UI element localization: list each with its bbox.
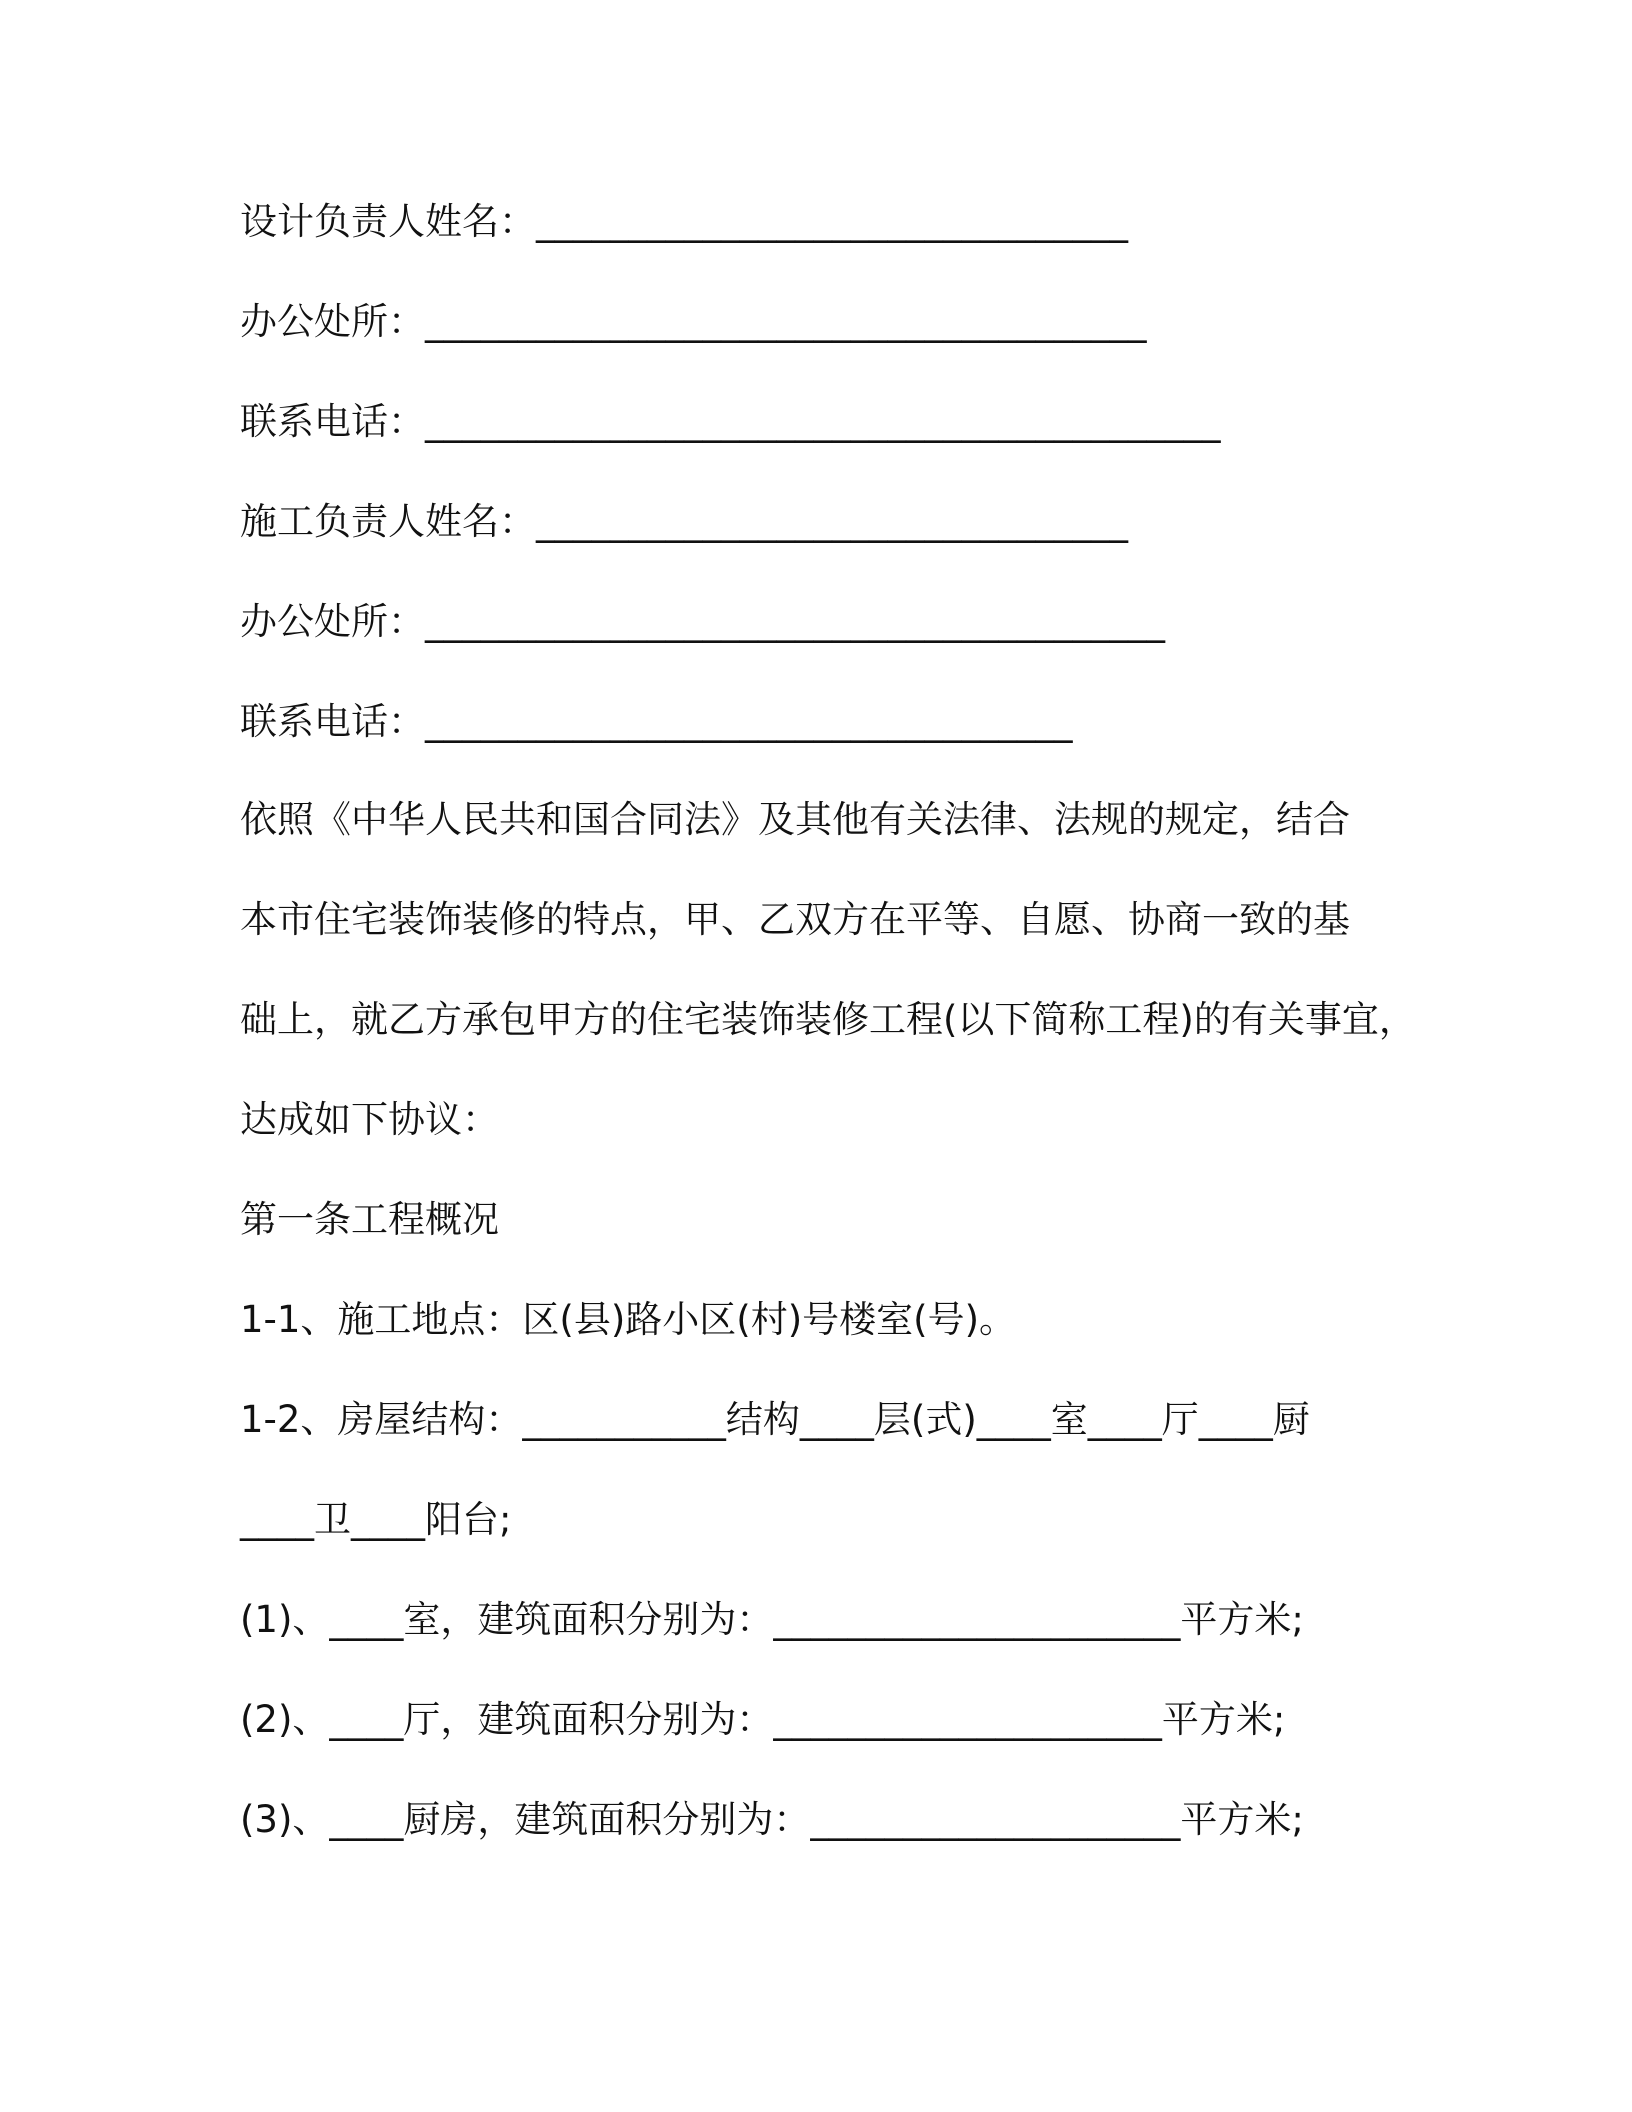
construction-office-label: 办公处所： [240,600,425,643]
design-lead-name-line [240,192,1128,252]
design-phone-label: 联系电话： [240,400,425,443]
clause-1-2-line-1: 1-2、房屋结构：___________结构____层(式)____室____厅____厨 [240,1398,1310,1441]
design-phone-blank: ___________________________________________ [425,400,1221,443]
preamble-line-2: 本市住宅装饰装修的特点，甲、乙双方在平等、自愿、协商一致的基 [240,898,1350,941]
construction-lead-name-line [240,492,1128,552]
construction-lead-name-blank: ________________________________ [536,500,1128,543]
preamble-line-3: 础上，就乙方承包甲方的住宅装饰装修工程(以下简称工程)的有关事宜， [240,998,1416,1041]
construction-phone-label: 联系电话： [240,700,425,743]
construction-lead-name-label: 施工负责人姓名： [240,500,536,543]
design-lead-name-blank: ________________________________ [536,200,1128,243]
design-office-line [240,292,1147,352]
preamble-line-1: 依照《中华人民共和国合同法》及其他有关法律、法规的规定，结合 [240,798,1350,841]
construction-office-line [240,592,1165,652]
design-office-label: 办公处所： [240,300,425,343]
article-1-heading: 第一条工程概况 [240,1198,499,1241]
room-area-item-3: (3)、____厨房，建筑面积分别为：____________________平方米; [240,1798,1304,1841]
room-area-item-2: (2)、____厅，建筑面积分别为：_____________________平方米; [240,1698,1286,1741]
clause-1-2-line-2: ____卫____阳台; [240,1498,512,1541]
construction-office-blank: ________________________________________ [425,600,1165,643]
design-office-blank: _______________________________________ [425,300,1147,343]
construction-phone-blank: ___________________________________ [425,700,1073,743]
design-phone-line [240,392,1221,452]
room-area-item-1: (1)、____室，建筑面积分别为：______________________平方米; [240,1598,1304,1641]
clause-1-1: 1-1、施工地点：区(县)路小区(村)号楼室(号)。 [240,1298,1017,1341]
construction-phone-line [240,692,1073,752]
preamble-line-4: 达成如下协议： [240,1098,499,1141]
design-lead-name-label: 设计负责人姓名： [240,200,536,243]
